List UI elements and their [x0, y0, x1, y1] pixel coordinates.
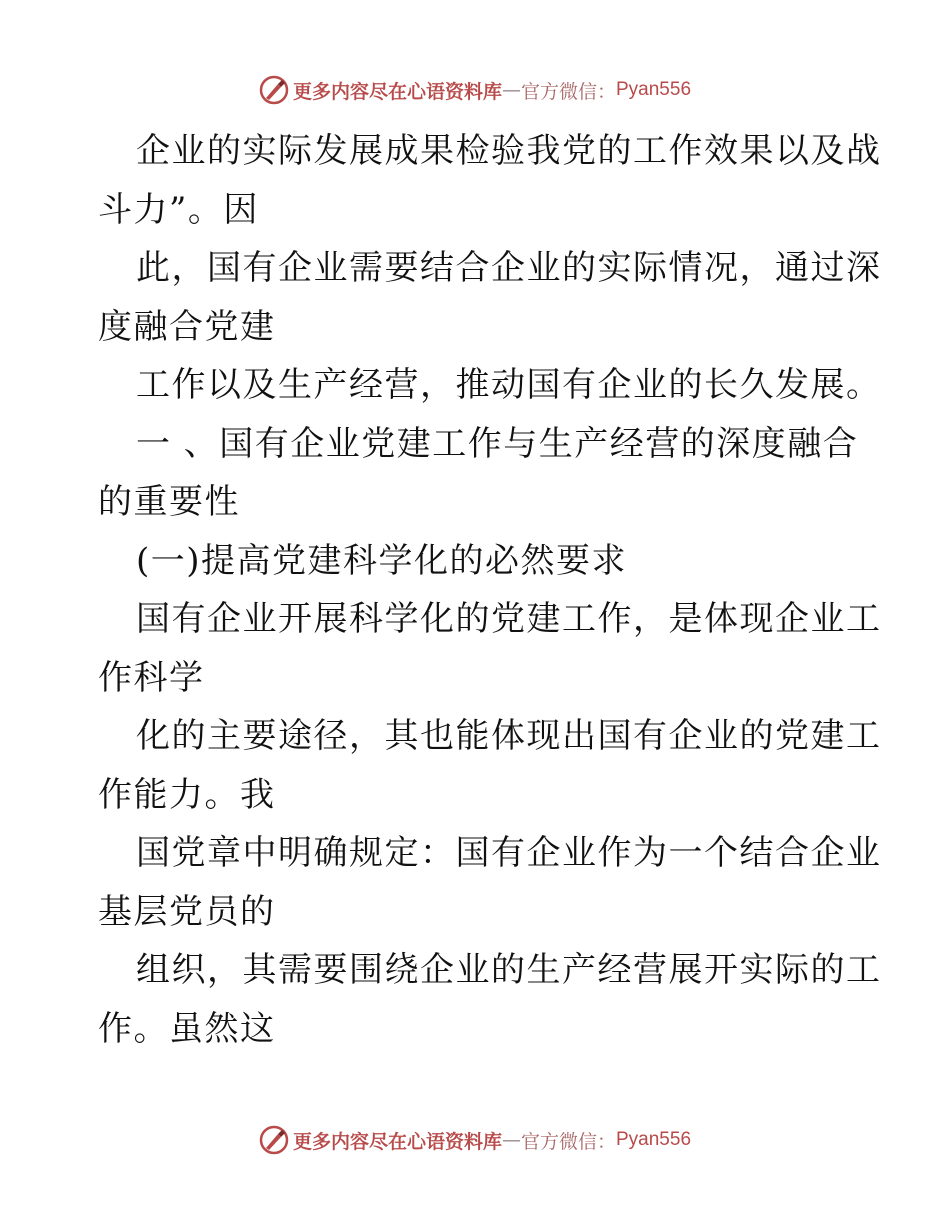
- pen-logo-icon: [259, 1125, 289, 1155]
- banner-wechat-id: Pyan556: [616, 1129, 692, 1150]
- banner-brand-text: 更多内容尽在心语资料库: [292, 80, 502, 103]
- pen-logo-icon: [259, 75, 289, 105]
- section-heading: 一 、国有企业党建工作与生产经营的深度融合: [136, 423, 859, 464]
- text-line: 度融合党建: [98, 306, 276, 347]
- subsection-heading: (一)提高党建科学化的必然要求: [136, 540, 628, 581]
- footer-banner: [0, 1120, 950, 1160]
- section-heading-cont: 的重要性: [98, 482, 240, 522]
- text-line: 国党章中明确规定：国有企业作为一个结合企业: [136, 833, 882, 873]
- text-line: 此，国有企业需要结合企业的实际情况，通过深: [136, 248, 882, 288]
- header-banner: [0, 70, 950, 110]
- text-line: 企业的实际发展成果检验我党的工作效果以及战: [136, 131, 882, 171]
- banner-brand-text: 更多内容尽在心语资料库: [292, 1130, 502, 1153]
- text-line: 基层党员的: [98, 891, 276, 932]
- text-line: 斗力”。因: [98, 189, 259, 230]
- text-line: 作。虽然这: [98, 1008, 276, 1049]
- text-line: 作科学: [98, 657, 205, 698]
- text-line: 国有企业开展科学化的党建工作，是体现企业工: [136, 599, 882, 639]
- banner-dash: —: [501, 1129, 521, 1151]
- banner-dash: —: [501, 79, 521, 101]
- text-line: 组织，其需要围绕企业的生产经营展开实际的工: [136, 950, 882, 990]
- text-line: 作能力。我: [98, 774, 276, 815]
- banner-wechat-label: 官方微信：: [520, 80, 616, 103]
- document-body: [98, 122, 882, 1058]
- banner-wechat-label: 官方微信：: [520, 1130, 616, 1153]
- banner-wechat-id: Pyan556: [616, 79, 692, 100]
- text-line: 工作以及生产经营，推动国有企业的长久发展。: [136, 365, 882, 405]
- text-line: 化的主要途径，其也能体现出国有企业的党建工: [136, 716, 882, 756]
